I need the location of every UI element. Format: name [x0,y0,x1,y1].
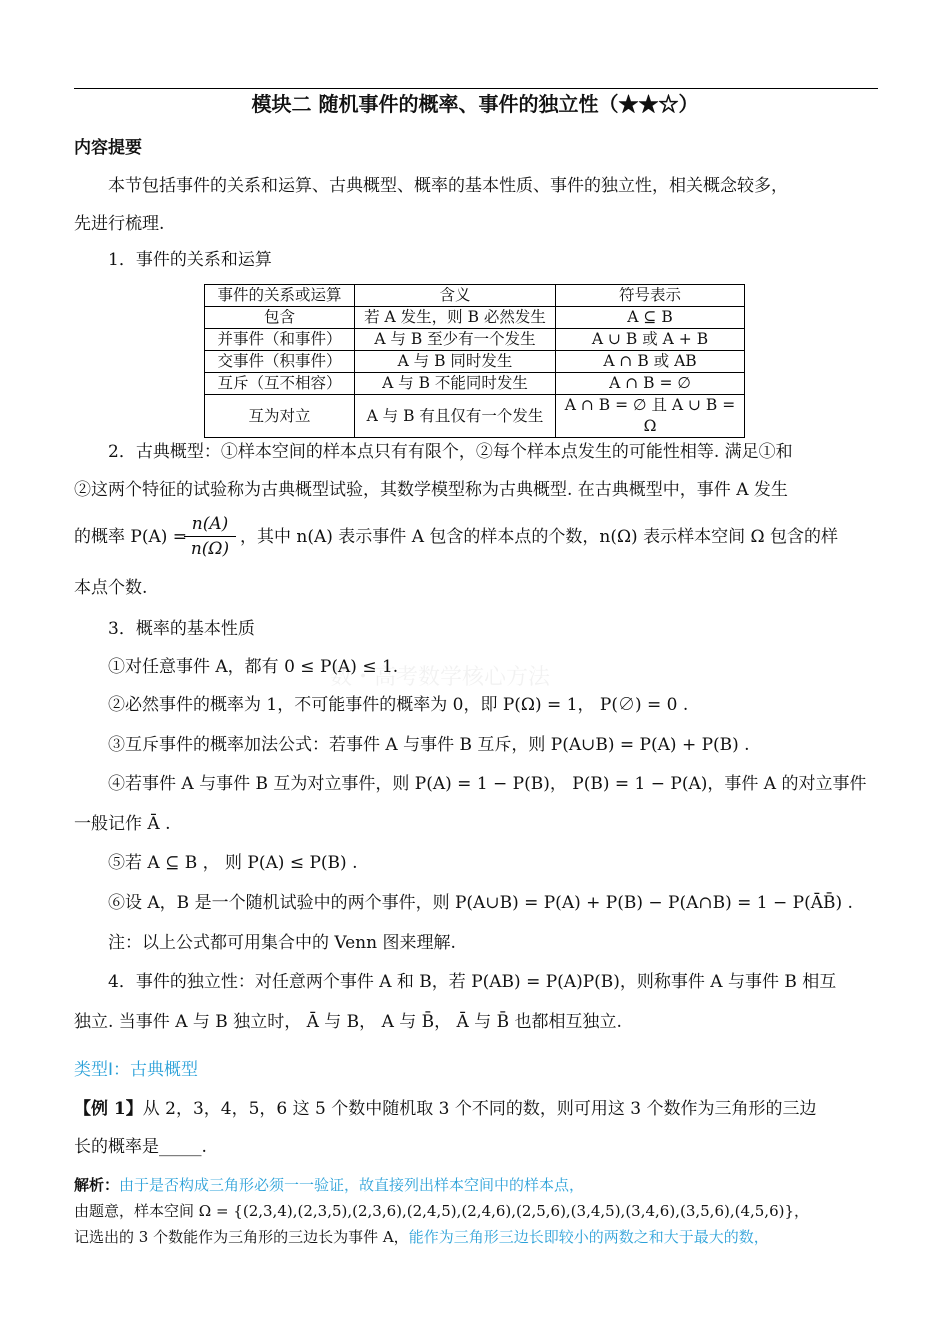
table-cell: A 与 B 有且仅有一个发生 [355,395,556,438]
table-header-row [205,285,745,307]
item2-prob-prefix: 的概率 P(A) = [74,527,188,547]
example-line-1 [74,1097,880,1121]
table-header-cell: 事件的关系或运算 [205,285,355,307]
solution-line-2: 由题意，样本空间 Ω = {(2,3,4),(2,3,5),(2,3,6),(2,4,5),(2,4,6),(2,5,6),(3,4,5),(3,4,6),(3,5,6),(4,5,6)}， [74,1202,810,1220]
solution-label: 解析： [74,1176,120,1194]
table-row [205,307,745,329]
item2-line-4: 本点个数. [74,578,148,598]
table-header-cell: 符号表示 [556,285,745,307]
table-cell: 若 A 发生，则 B 必然发生 [355,307,556,329]
table-row [205,395,745,438]
table-cell: A ∪ B 或 A + B [556,329,745,351]
probability-fraction [184,514,236,559]
module-title: 模块二 随机事件的概率、事件的独立性（★★☆） [251,92,699,116]
type-heading: 类型Ⅰ：古典概型 [74,1060,199,1080]
table-header-cell: 含义 [355,285,556,307]
table-cell: 互为对立 [205,395,355,438]
example-line-2: 长的概率是_____. [74,1137,207,1157]
example-label: 【例 1】 [74,1099,143,1119]
fraction-denominator: n(Ω) [190,539,230,559]
table-cell: A ∩ B = ∅ [556,373,745,395]
table-cell: A ⊆ B [556,307,745,329]
section-heading: 内容提要 [74,138,142,158]
intro-line-1: 本节包括事件的关系和运算、古典概型、概率的基本性质、事件的独立性，相关概念较多， [108,176,788,196]
property-6: ⑥设 A，B 是一个随机试验中的两个事件，则 P(A∪B) = P(A) + P(B) − P(A∩B) = 1 − P(ĀB̄) . [108,893,853,913]
item3-title: 3．概率的基本性质 [108,619,255,639]
table-cell: A ∩ B = ∅ 且 A ∪ B = Ω [556,395,745,438]
property-4: ④若事件 A 与事件 B 互为对立事件，则 P(A) = 1 − P(B)， P(B) = 1 − P(A)，事件 A 的对立事件 [108,774,867,794]
property-3: ③互斥事件的概率加法公式：若事件 A 与事件 B 互斥，则 P(A∪B) = P(A) + P(B) . [108,735,750,755]
property-2: ②必然事件的概率为 1，不可能事件的概率为 0，即 P(Ω) = 1， P(∅) = 0 . [108,695,689,715]
property-1: ①对任意事件 A，都有 0 ≤ P(A) ≤ 1. [108,657,399,677]
table-row [205,373,745,395]
top-rule [74,88,878,89]
item4-line-2: 独立. 当事件 A 与 B 独立时， Ā 与 B， A 与 B̄， Ā 与 B̄ 也都相互独立. [74,1012,622,1032]
table-cell: 互斥（互不相容） [205,373,355,395]
fraction-numerator: n(A) [191,514,229,534]
property-4-cont: 一般记作 Ā . [74,814,171,834]
solution-line-3-text: 记选出的 3 个数能作为三角形的三边长为事件 A， [74,1228,409,1246]
solution-line-1 [74,1174,880,1196]
example-text: 从 2，3，4，5，6 这 5 个数中随机取 3 个不同的数，则可用这 3 个数作为三角形的三边 [142,1099,817,1119]
table-cell: 包含 [205,307,355,329]
item1-title: 1．事件的关系和运算 [108,250,272,270]
table-row [205,351,745,373]
solution-hint: 由于是否构成三角形必须一一验证，故直接列出样本空间中的样本点， [119,1176,585,1194]
table-cell: A 与 B 不能同时发生 [355,373,556,395]
item2-line-1: 2．古典概型：①样本空间的样本点只有有限个，②每个样本点发生的可能性相等. 满足①和 [108,442,793,462]
table-cell: 交事件（积事件） [205,351,355,373]
property-note: 注：以上公式都可用集合中的 Venn 图来理解. [108,933,456,953]
table-cell: 并事件（和事件） [205,329,355,351]
table-cell: A 与 B 至少有一个发生 [355,329,556,351]
table-row [205,329,745,351]
watermark: 数・高考数学核心方法 [330,665,551,690]
table-cell: A ∩ B 或 AB [556,351,745,373]
intro-line-2: 先进行梳理. [74,214,165,234]
fraction-bar [184,536,236,537]
event-relations-table [204,284,745,438]
solution-line-3 [74,1226,880,1248]
item2-line-2: ②这两个特征的试验称为古典概型试验，其数学模型称为古典概型. 在古典概型中，事件 A 发生 [74,480,788,500]
item4-line-1: 4．事件的独立性：对任意两个事件 A 和 B，若 P(AB) = P(A)P(B)，则称事件 A 与事件 B 相互 [108,972,837,992]
solution-line-3-hint: 能作为三角形三边长即较小的两数之和大于最大的数， [408,1228,769,1246]
item2-line-3: ，其中 n(A) 表示事件 A 包含的样本点的个数，n(Ω) 表示样本空间 Ω 包含的样 [240,527,838,547]
property-5: ⑤若 A ⊆ B ， 则 P(A) ≤ P(B) . [108,853,358,873]
table-cell: A 与 B 同时发生 [355,351,556,373]
